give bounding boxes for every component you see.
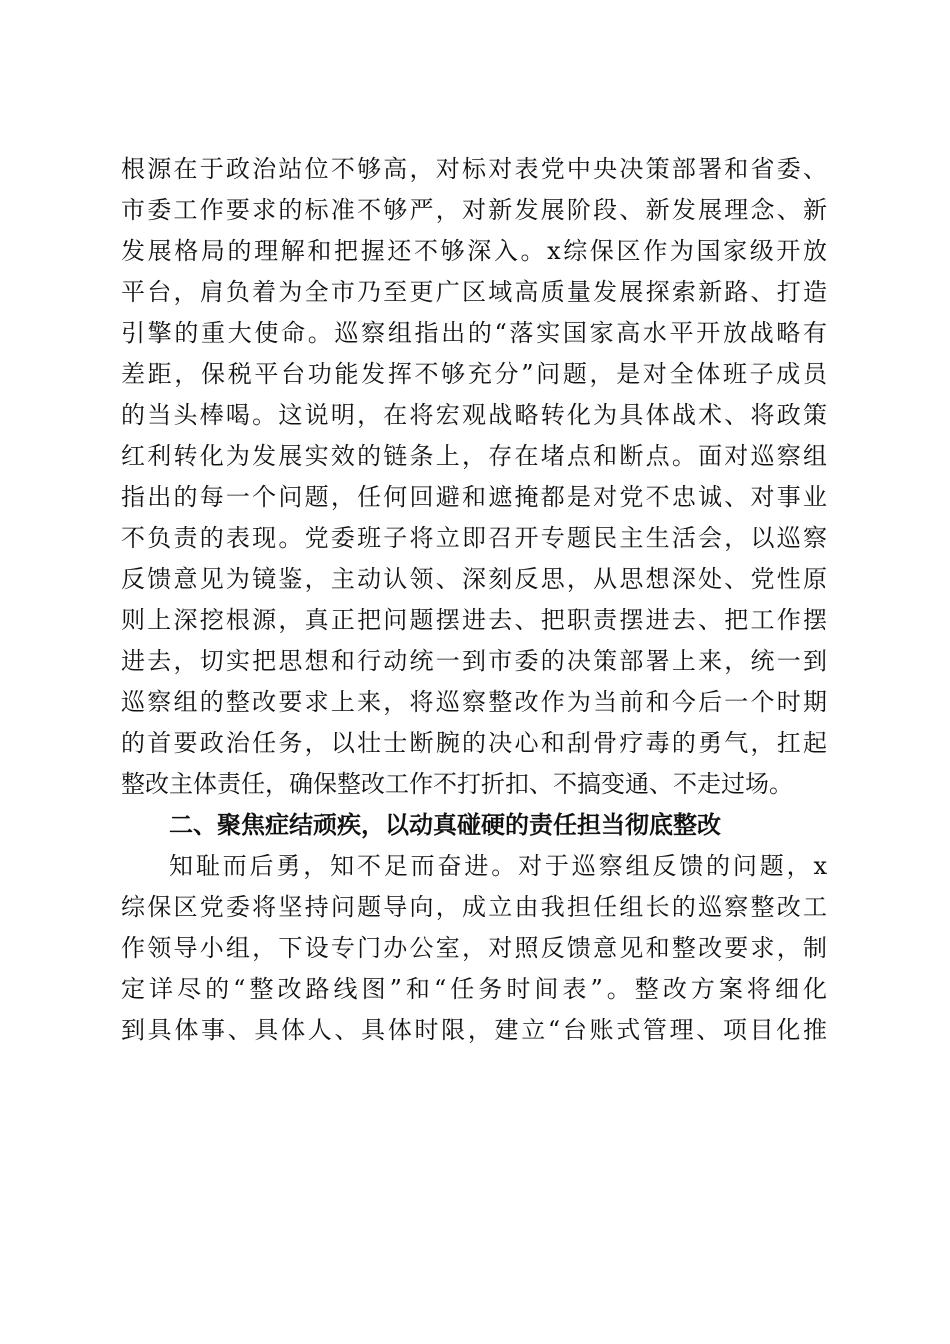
paragraph-line: 发展格局的理解和把握还不够深入。x综保区作为国家级开放 (121, 237, 827, 265)
paragraph-line: 定详尽的“整改路线图”和“任务时间表”。整改方案将细化 (121, 975, 827, 1003)
paragraph-line: 平台，肩负着为全市乃至更广区域高质量发展探索新路、打造 (121, 278, 827, 306)
paragraph-line: 的首要政治任务，以壮士断腕的决心和刮骨疗毒的勇气，扛起 (121, 729, 827, 757)
paragraph-line: 市委工作要求的标准不够严，对新发展阶段、新发展理念、新 (121, 196, 827, 224)
paragraph-line: 红利转化为发展实效的链条上，存在堵点和断点。面对巡察组 (121, 442, 827, 470)
paragraph-line: 综保区党委将坚持问题导向，成立由我担任组长的巡察整改工 (121, 893, 827, 921)
paragraph-line: 进去，切实把思想和行动统一到市委的决策部署上来，统一到 (121, 647, 827, 675)
paragraph-line: 差距，保税平台功能发挥不够充分”问题，是对全体班子成员 (121, 360, 827, 388)
paragraph-line: 不负责的表现。党委班子将立即召开专题民主生活会，以巡察 (121, 524, 827, 552)
paragraph-line: 作领导小组，下设专门办公室，对照反馈意见和整改要求，制 (121, 934, 827, 962)
paragraph-line: 反馈意见为镜鉴，主动认领、深刻反思，从思想深处、党性原 (121, 565, 827, 593)
paragraph-line: 则上深挖根源，真正把问题摆进去、把职责摆进去、把工作摆 (121, 606, 827, 634)
paragraph-line: 的当头棒喝。这说明，在将宏观战略转化为具体战术、将政策 (121, 401, 827, 429)
paragraph-line: 到具体事、具体人、具体时限，建立“台账式管理、项目化推 (121, 1016, 827, 1044)
section-heading: 二、聚焦症结顽疾，以动真碰硬的责任担当彻底整改 (169, 811, 721, 839)
paragraph-line: 根源在于政治站位不够高，对标对表党中央决策部署和省委、 (121, 155, 827, 183)
paragraph-line: 知耻而后勇，知不足而奋进。对于巡察组反馈的问题，x (169, 852, 827, 880)
paragraph-line: 引擎的重大使命。巡察组指出的“落实国家高水平开放战略有 (121, 319, 827, 347)
paragraph-line: 整改主体责任，确保整改工作不打折扣、不搞变通、不走过场。 (121, 770, 793, 798)
paragraph-line: 巡察组的整改要求上来，将巡察整改作为当前和今后一个时期 (121, 688, 827, 716)
paragraph-line: 指出的每一个问题，任何回避和遮掩都是对党不忠诚、对事业 (121, 483, 827, 511)
